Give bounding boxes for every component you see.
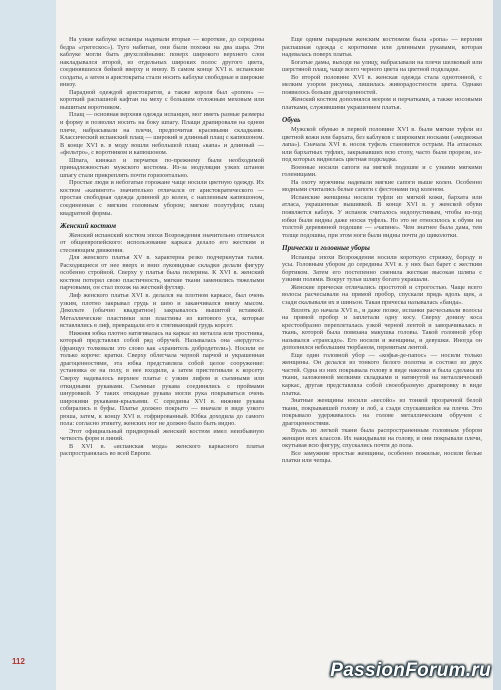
paragraph: Еще один головной убор — «кофья-де-папос» — носили только женщины. Он делался из тонкого белого полотна и состоял из двух частей. Одна из них покрывала голову в виде наколки и была сделана из ткани, заложенной мелкими складками и натянутой на металлический каркас, другая представляла собой своеобразную драпировку в виде платка. xyxy=(282,351,482,397)
left-margin-band xyxy=(0,0,56,690)
paragraph: Этот официальный придворный женский костюм имел неизбывную четкость форм и линий. xyxy=(60,427,264,443)
page-number: 112 xyxy=(12,657,25,666)
section-heading: Женский костюм xyxy=(60,222,117,231)
paragraph: Парадной одеждой аристократов, а также короля был «ропон» — короткий распашной кафтан на меху с большим отложным меховым или вышитым воротником. xyxy=(60,88,264,111)
paragraph: Плащ — основная верхняя одежда испанцев, мог иметь разные размеры и форму и позволял носить на боку шпагу. Плащи драпировали на одном плече, набрасывали на плечи, предпочитая красивыми складками. Классический испанский плащ — широкий и длинный плащ с капюшоном. В конце XVI в. в моду вошли небольшой плащ «капа» и длинный — «фельтро», с воротником и капюшоном. xyxy=(60,111,264,157)
paragraph: Военные носили сапоги на мягкой подошве и с узкими мягкими голенищами. xyxy=(282,163,482,179)
paragraph: Шпага, кинжал и перчатки по-прежнему были необходимой принадлежностью мужского костюма. Из-за модуляции узких штанов шпагу стали прикреплять почти горизонтально. xyxy=(60,156,264,179)
right-text-column xyxy=(282,36,482,636)
paragraph: На охоту мужчины надевали мягкие сапоги выше колен. Особенно модными считались белые сапоги с фестонами под коленом. xyxy=(282,178,482,194)
paragraph: Простые люди и небогатые горожане чаще носили цветную одежду. Их костюм «капингот» значительно отличался от аристократического — простая свободная одежда длинной до колен, с напленным капюшоном, соединенная с мягким головным убором; мягкие полутуфли; плащ квадратной формы. xyxy=(60,179,264,217)
paragraph: В XVI в. «испанская мода» женского каркасного платья распространялась во всей Европе. xyxy=(60,442,264,458)
paragraph: Женский испанский костюм эпохи Возрождения значительно отличался от общеевропейского: использование каркаса делало его жестким и стесняющим движения. xyxy=(60,231,264,254)
paragraph: Женский костюм дополнялся веером и перчатками, а также носовыми платками, служившими украшением платья. xyxy=(282,96,482,111)
paragraph: Для женского платья XV в. характерна резко подчеркнутая талия. Расходящиеся от нее вверх и вниз луковидные складки делали фигуру особенно стройной. Сверху у платья была пелерина. К XVI в. женский костюм потерял свою пластичность, мягкие ткани заменились тяжелыми парчовыми, он стал похож на жесткий футляр. xyxy=(60,254,264,292)
left-text-column xyxy=(60,36,264,636)
paragraph: Во второй половине XVI в. женская одежда стала однотонной, с мелким узором рисунка, лишилась живорадостности цвета. Однако появилось больше драгоценностей. xyxy=(282,73,482,96)
paragraph: Богатые дамы, выходя на улицу, набрасывали на плечи шелковый или шерстяной плащ, чаще всего черного цвета на цветной подкладке. xyxy=(282,58,482,74)
paragraph: Знатные женщины носили «весойо» из тонкой прозрачной белой ткани, покрывавшей голову и лоб, а сзади спускавшейся на плечи. Это покрывало удерживалось на голове металлическим обручем с драгоценностями. xyxy=(282,397,482,427)
section-heading: Прически и головные уборы xyxy=(282,244,370,253)
paragraph: Вплоть до начала XVI в., и даже позже, испанки расчесывали волосы на прямой пробор и заплетали одну косу. Сверху донизу коса крестообразно переплеталась узкой черной лентой и заворачивалась в ткань, которой была повязана макушка головы. Такой головной убор назывался «трансадо». Его носили и женщины, и девушки. Иногда он дополнялся небольшим тюрбаном, перевитым лентой. xyxy=(282,306,482,352)
paragraph: Еще одним парадным женским костюмом была «ропа» — верхняя распашная одежда с короткими или длинными рукавами, которая надевалась поверх платья. xyxy=(282,36,482,59)
paragraph: Нижняя юбка плотно натягивалась на каркас из металла или тростника, который представлял собой ряд обручей. Называлась она «вердугос» (француз толковали это слово как «хранитель добродетели»). Носили ее только короче: кратки. Сверху облегчала черной парчой и украшенная драгоценностями, эта юбка представляла собой целое сооружение: установка ее на полу, в нее входили, а затем пристегивали к корсету. Сверху надевалось верхнее платье с узким лифом и съемными или откидными рукавами. Съемные рукава соединялись с проймами шнуровкой. У таких откидные рукава могли рука покрываться очень широкими рукавами-крыльями. С середины XVI в. нижние рукава собирались в буфы. Платье должно покрыто — вначале в виде узкого рюша, затем, к концу XVI в. гофрированный. Юбка доходила до самого пола: согласно этикету, женских ног не должно было быть видно. xyxy=(60,329,264,428)
paragraph: Женские прически отличались простотой и строгостью. Чаще всего волосы расчесывали на прямой пробор, спускали прядь вдоль щек, а сзади скалывали их в шиньон. Такая прическа называлась «банда». xyxy=(282,283,482,306)
paragraph: Лиф женского платья XVI в. делался на плотном каркасе, был очень узким, плотно закрывал грудь и шею и заканчивался внизу мысом. Декольте (обычно квадратное) закрывалось вышитой вставкой. Металлические пластинки или пластины из китового уса, которые вставлялись в лиф, превращали его в стягивающий грудь корсет. xyxy=(60,292,264,330)
watermark-logo: PassionForum.ru xyxy=(330,660,491,681)
paragraph: Все замужние простые женщины, особенно пожилые, носили белые платки или чепцы. xyxy=(282,449,482,465)
paragraph: Испанские женщины носили туфли из мягкой кожи, бархата или атласа, украшенные вышивкой. В конце XVI в. у женской обуви появляется каблук. У испанок считалось недопустимым, чтобы из-под юбки были видны даже носки туфель. Но это не относилось к обуви на толстой деревянной подошве — «чапине». Чем знатнее была дама, тем толще подошвы, при этом ноги были видны почти до щиколотки. xyxy=(282,193,482,239)
section-heading: Обувь xyxy=(282,116,301,125)
right-edge-strip xyxy=(493,0,501,690)
paragraph: Вуаль из легкой ткани была распространенным головным убором женщин всех классов. Их накидывали на голову, и они покрывали плечи, окутывая всю фигуру, спускались почти до пола. xyxy=(282,427,482,450)
paragraph: На узкие каблуке испанцы надевали вторые — короткие, до середины бедра «грегескос»). Туго набитые, они были похожи на два шара. Эти каблуке могли быть двухслойными: поверх широкого верхнего слоя накладывался второй, из отдельных широких полос другого цвета, соединявшихся бейкой вверху и внизу. В самом конце XVI в. испанские солдаты, а затем и аристократы стали носить каблуке свободные и широкие внизу. xyxy=(60,36,264,89)
paragraph: Испанцы эпохи Возрождения носили короткую стрижку, бороду и усы. Головным убором до середины XVI в. у них был барет с жестким бортиком. Затем его постепенно сменила жесткая высокая шляпа с узкими полями. Вокруг тульи шляпу богато украшали. xyxy=(282,253,482,284)
paragraph: Мужской обувью в первой половине XVI в. были мягкие туфли из цветной кожи или бархата, без каблуков с широкими носками («медвежья лапа»). Сначала XVI в. носок туфель становится острым. На атласных или бархатных туфлях, закрывавших всю стопу, часто были прорези, из-под которых виднелась цветная подкладка. xyxy=(282,125,482,164)
